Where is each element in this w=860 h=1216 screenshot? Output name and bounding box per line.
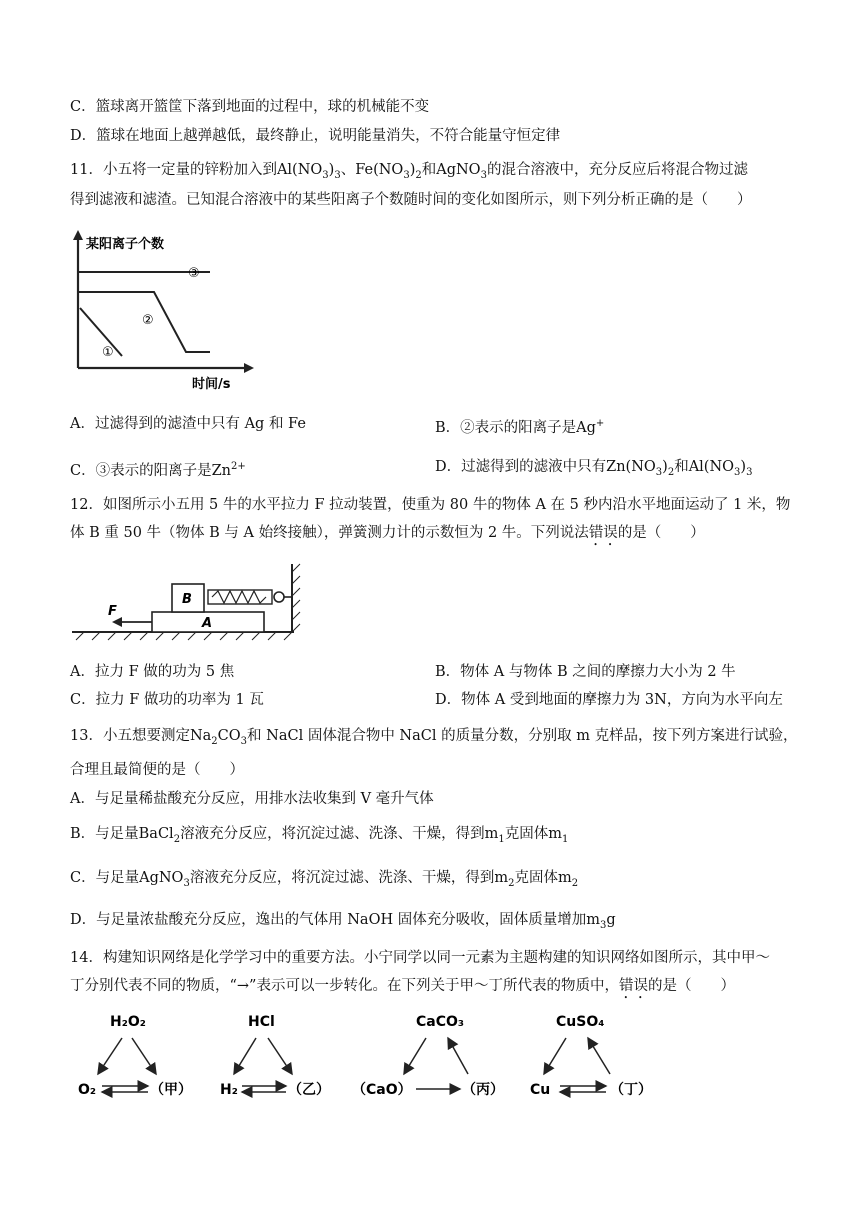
diagram-1-top: H₂O₂	[110, 1014, 146, 1030]
q13-option-a: A．与足量稀盐酸充分反应，用排水法收集到 V 毫升气体	[70, 791, 434, 807]
q10-option-d: D．篮球在地面上越弹越低，最终静止，说明能量消失，不符合能量守恒定律	[70, 128, 561, 144]
q11-option-c: C．③表示的阳离子是$Zn^{2+}$	[70, 461, 246, 479]
q13-option-d: D．与足量浓盐酸充分反应，逸出的气体用 NaOH 固体充分吸收，固体质量增加$m_3g$	[70, 912, 616, 931]
q13-stem-line2: 合理且最简便的是（ ）	[70, 762, 244, 778]
q12-option-b: B．物体 A 与物体 B 之间的摩擦力大小为 2 牛	[435, 664, 736, 680]
diagram-2-top: HCl	[248, 1014, 275, 1030]
diagram-4-left: Cu	[530, 1082, 551, 1098]
q11-option-b: B．②表示的阳离子是Ag+	[435, 418, 605, 436]
block-a-label: A	[202, 616, 213, 631]
q10-option-c: C．篮球离开篮筐下落到地面的过程中，球的机械能不变	[70, 99, 430, 115]
q12-stem-line1: 12．如图所示小五用 5 牛的水平拉力 F 拉动装置，使重为 80 牛的物体 A 在 5 秒内沿水平地面运动了 1 米，物	[70, 497, 791, 513]
diagram-2	[220, 1014, 330, 1098]
q14-knowledge-network	[70, 1008, 670, 1108]
q14-stem-line2: 丁分别代表不同的物质，“→”表示可以一步转化。在下列关于甲～丁所代表的物质中，错误的是（ ）	[70, 978, 735, 994]
chart-x-arrow	[244, 363, 254, 373]
diagram-4-top: CuSO₄	[556, 1014, 605, 1030]
q11-ion-chart	[70, 228, 260, 393]
q12-stem-line2: 体 B 重 50 牛（物体 B 与 A 始终接触），弹簧测力计的示数恒为 2 牛。下列说法错误的是（ ）	[70, 525, 705, 541]
curve-1	[80, 308, 122, 356]
diagram-3-left: （CaO）	[352, 1082, 412, 1098]
curve-2-label: ②	[142, 313, 154, 328]
q13-option-b: B．与足量BaCl$_2$溶液充分反应，将沉淀过滤、洗涤、干燥，得到$m_1$克固体$m_1$	[70, 826, 569, 845]
diagram-2-right: （乙）	[288, 1082, 330, 1098]
curve-3-label: ③	[188, 266, 200, 281]
block-b-label: B	[182, 592, 192, 607]
q11-option-d: D．过滤得到的滤液中只有$Zn(NO_3)_2$和$Al(NO_3)_3$	[435, 459, 753, 478]
q11-stem-line1: 11．小五将一定量的锌粉加入到$Al(NO_3)_3$、$Fe(NO_3)_2$和AgNO$_3$的混合溶液中，充分反应后将混合物过滤	[70, 162, 748, 181]
diagram-1-right: （甲）	[150, 1082, 192, 1098]
curve-1-label: ①	[102, 345, 114, 360]
q11-stem-line2: 得到滤液和滤渣。已知混合溶液中的某些阳离子个数随时间的变化如图所示，则下列分析正确的是（ ）	[70, 192, 752, 208]
q11-option-a: A．过滤得到的滤渣中只有 Ag 和 Fe	[70, 416, 306, 432]
diagram-1	[78, 1014, 192, 1098]
chart-x-label: 时间/s	[192, 377, 231, 392]
chart-y-arrow	[73, 230, 83, 240]
diagram-3-right: （丙）	[462, 1082, 504, 1098]
diagram-1-left: O₂	[78, 1082, 97, 1098]
force-label: F	[108, 604, 117, 619]
diagram-4-right: （丁）	[610, 1082, 652, 1098]
chart-y-label: 某阳离子个数	[86, 237, 165, 252]
diagram-2-left: H₂	[220, 1082, 238, 1098]
diagram-4	[530, 1014, 652, 1098]
q13-option-c: C．与足量AgNO$_3$溶液充分反应，将沉淀过滤、洗涤、干燥，得到$m_2$克固体$m_2$	[70, 870, 579, 889]
diagram-3-top: CaCO₃	[416, 1014, 465, 1030]
q12-option-a: A．拉力 F 做的功为 5 焦	[70, 664, 235, 680]
q12-apparatus-figure	[72, 560, 304, 646]
spring-hook	[274, 592, 284, 602]
q12-option-c: C．拉力 F 做功的功率为 1 瓦	[70, 692, 264, 708]
q14-stem-line1: 14．构建知识网络是化学学习中的重要方法。小宁同学以同一元素为主题构建的知识网络如图所示，其中甲～	[70, 950, 770, 966]
diagram-3	[352, 1014, 504, 1098]
q13-stem-line1: 13．小五想要测定$Na_2CO_3$和 NaCl 固体混合物中 NaCl 的质量分数，分别取 m 克样品，按下列方案进行试验，	[70, 728, 798, 747]
q12-option-d: D．物体 A 受到地面的摩擦力为 3N，方向为水平向左	[435, 692, 783, 708]
